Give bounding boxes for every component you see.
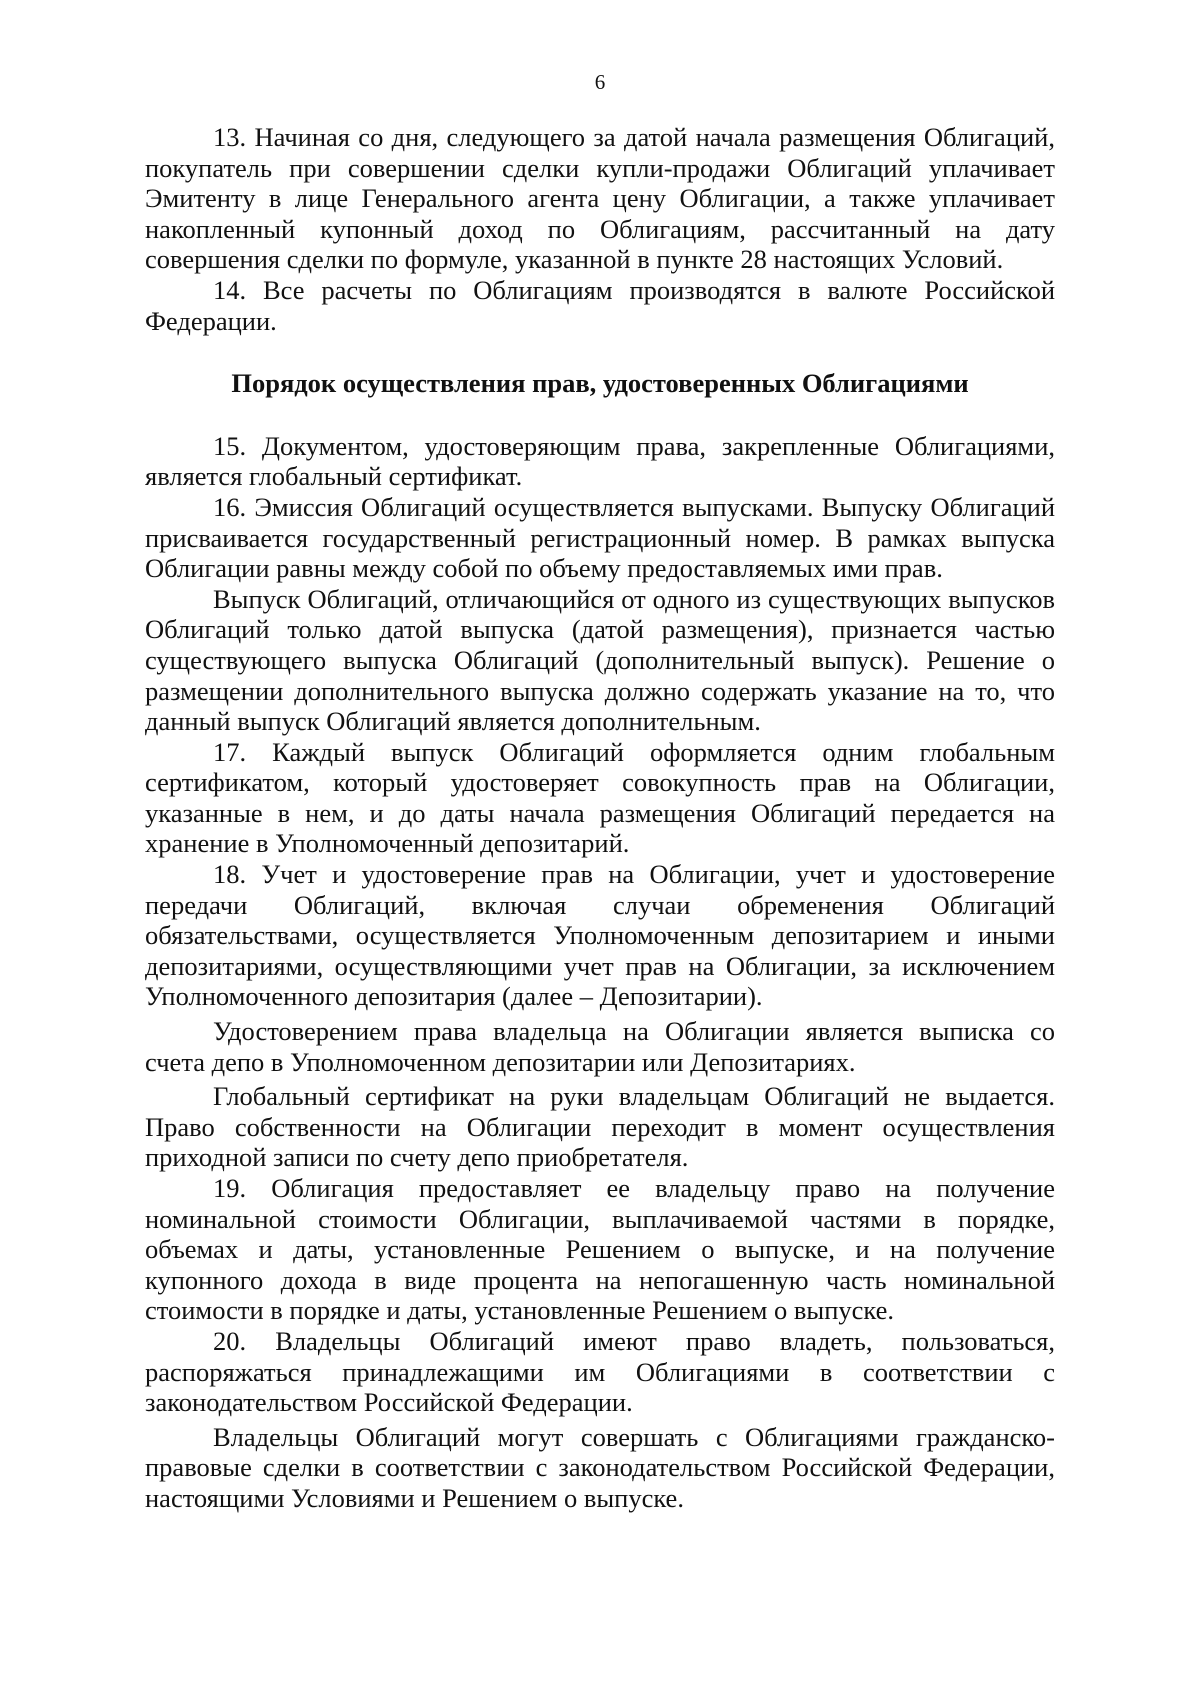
- page-number: 6: [594, 70, 606, 94]
- paragraph-20-transactions: Владельцы Облигаций могут совершать с Облигациями гражданско-правовые сделки в соответствии с законодательством Российской Федерации, настоящими Условиями и Решением о выпуске.: [145, 1421, 1055, 1513]
- paragraph-18-certification: Удостоверением права владельца на Облигации является выписка со счета депо в Уполномоченном депозитарии или Депозитариях.: [145, 1016, 1055, 1077]
- paragraph-20: 20. Владельцы Облигаций имеют право владеть, пользоваться, распоряжаться принадлежащими им Облигациями в соответствии с законодательством Российской Федерации.: [145, 1325, 1055, 1418]
- paragraph-16-additional-issue: Выпуск Облигаций, отличающийся от одного из существующих выпусков Облигаций только датой выпуска (датой размещения), признается частью существующего выпуска Облигаций (дополнительный выпуск). Решение о размещении дополнительного выпуска должно содержать указание на то, что данный выпуск Облигаций является дополнительным.: [145, 583, 1055, 737]
- paragraph-15: 15. Документом, удостоверяющим права, закрепленные Облигациями, является глобальный сертификат.: [145, 430, 1055, 492]
- paragraph-17: 17. Каждый выпуск Облигаций оформляется одним глобальным сертификатом, который удостоверяет совокупность прав на Облигации, указанные в нем, и до даты начала размещения Облигаций передается на хранение в Уполномоченный депозитарий.: [145, 736, 1055, 859]
- section-heading: Порядок осуществления прав, удостоверенных Облигациями: [231, 368, 969, 399]
- paragraph-19: 19. Облигация предоставляет ее владельцу право на получение номинальной стоимости Облигации, выплачиваемой частями в порядке, объемах и даты, установленные Решением о выпуске, и на получение купонного дохода в виде процента на непогашенную часть номинальной стоимости в порядке и даты, установленные Решением о выпуске.: [145, 1173, 1055, 1326]
- document-body: [145, 122, 1055, 1514]
- paragraph-16: 16. Эмиссия Облигаций осуществляется выпусками. Выпуску Облигаций присваивается государственный регистрационный номер. В рамках выпуска Облигации равны между собой по объему предоставляемых ими прав.: [145, 491, 1055, 584]
- paragraph-14: 14. Все расчеты по Облигациям производятся в валюте Российской Федерации.: [145, 274, 1055, 336]
- paragraph-13: 13. Начиная со дня, следующего за датой начала размещения Облигаций, покупатель при совершении сделки купли-продажи Облигаций уплачивает Эмитенту в лице Генерального агента цену Облигации, а также уплачивает накопленный купонный доход по Облигациям, рассчитанный на дату совершения сделки по формуле, указанной в пункте 28 настоящих Условий.: [145, 122, 1055, 275]
- paragraph-18: 18. Учет и удостоверение прав на Облигации, учет и удостоверение передачи Облигаций, включая случаи обременения Облигаций обязательствами, осуществляется Уполномоченным депозитарием и иными депозитариями, осуществляющими учет прав на Облигации, за исключением Уполномоченного депозитария (далее – Депозитарии).: [145, 859, 1055, 1012]
- paragraph-18-global-certificate: Глобальный сертификат на руки владельцам Облигаций не выдается. Право собственности на Облигации переходит в момент осуществления приходной записи по счету депо приобретателя.: [145, 1081, 1055, 1173]
